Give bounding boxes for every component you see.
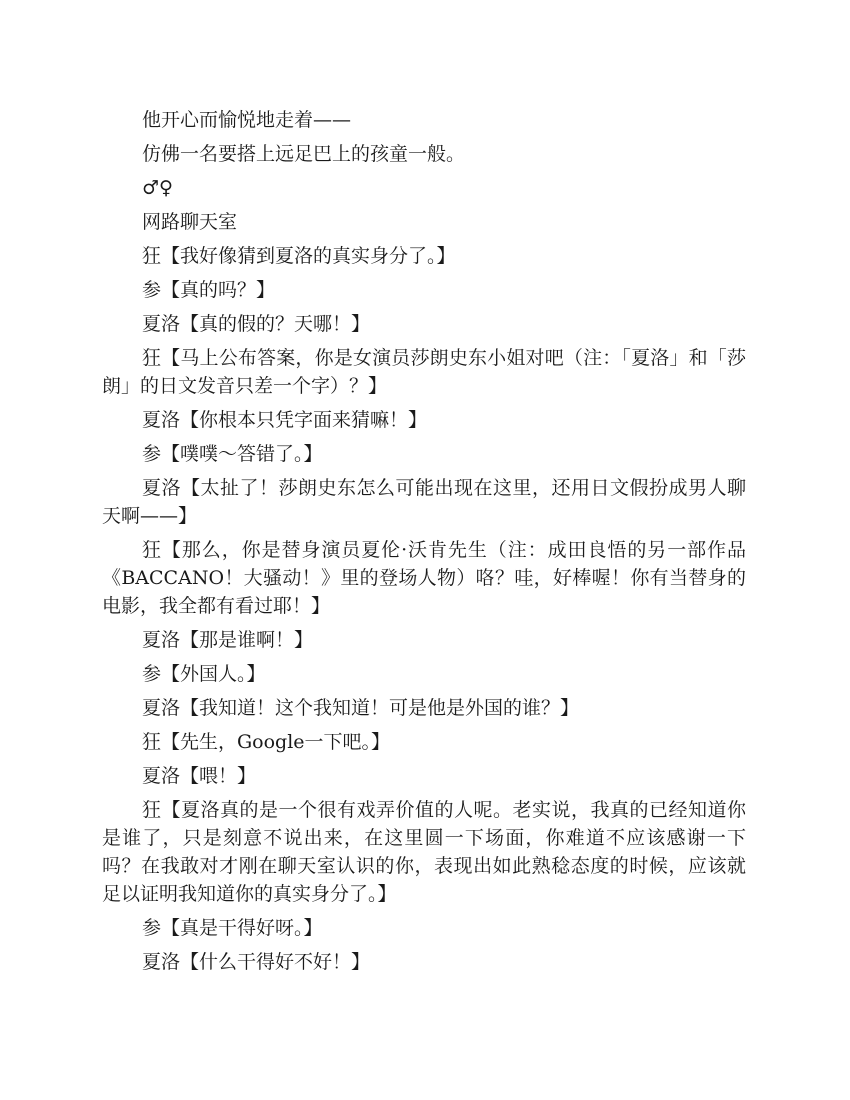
document-page: [102, 106, 746, 982]
chat-line: 狂【先生，Google一下吧。】: [142, 731, 391, 753]
chat-line: 夏洛【我知道！这个我知道！可是他是外国的谁？】: [142, 697, 580, 719]
chat-line: 狂【马上公布答案，你是女演员莎朗史东小姐对吧（注：「夏洛」和「莎朗」的日文发音只差一个字）？】: [102, 347, 746, 397]
chat-line: 狂【我好像猜到夏洛的真实身分了。】: [142, 245, 456, 267]
chat-line: 参【真的吗？】: [142, 279, 276, 301]
chat-line: 狂【那么，你是替身演员夏伦·沃肯先生（注：成田良悟的另一部作品《BACCANO！大骚动！》里的登场人物）咯？哇，好棒喔！你有当替身的电影，我全都有看过耶！】: [102, 539, 746, 617]
paragraph: 仿佛一名要搭上远足巴上的孩童一般。: [142, 143, 466, 165]
chat-line: 夏洛【你根本只凭字面来猜嘛！】: [142, 409, 428, 431]
paragraph: 他开心而愉悦地走着——: [142, 109, 352, 131]
chat-line: 夏洛【那是谁啊！】: [142, 629, 314, 651]
chat-line: 夏洛【什么干得好不好！】: [142, 951, 371, 973]
chat-line: 狂【夏洛真的是一个很有戏弄价值的人呢。老实说，我真的已经知道你是谁了，只是刻意不说出来，在这里圆一下场面，你难道不应该感谢一下吗？在我敢对才刚在聊天室认识的你，表现出如此熟稔态度的时候，应该就足以证明我知道你的真实身分了。】: [102, 799, 746, 905]
chat-line: 夏洛【真的假的？天哪！】: [142, 313, 371, 335]
chat-line: 参【真是干得好呀。】: [142, 917, 323, 939]
section-divider-symbols: ♂♀: [142, 177, 173, 199]
chat-line: 参【外国人。】: [142, 663, 266, 685]
chat-line: 参【噗噗～答错了。】: [142, 443, 323, 465]
chat-line: 夏洛【喂！】: [142, 765, 257, 787]
chatroom-heading: 网路聊天室: [142, 211, 238, 233]
chat-line: 夏洛【太扯了！莎朗史东怎么可能出现在这里，还用日文假扮成男人聊天啊——】: [102, 477, 746, 527]
